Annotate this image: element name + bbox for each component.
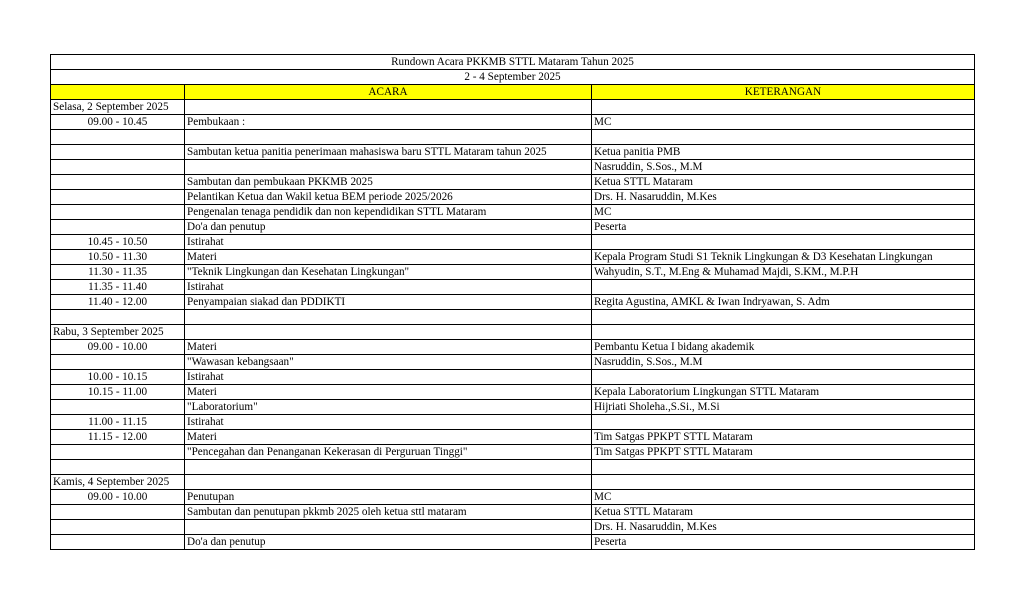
acara-cell xyxy=(185,100,592,115)
table-row xyxy=(51,130,975,145)
table-row xyxy=(51,175,975,190)
table-row xyxy=(51,160,975,175)
time-cell xyxy=(51,460,185,475)
time-cell: 10.50 - 11.30 xyxy=(51,250,185,265)
table-row xyxy=(51,475,975,490)
keterangan-cell: Peserta xyxy=(592,535,975,550)
acara-cell: Istirahat xyxy=(185,370,592,385)
table-row xyxy=(51,235,975,250)
acara-cell: Materi xyxy=(185,250,592,265)
time-cell xyxy=(51,355,185,370)
keterangan-cell xyxy=(592,475,975,490)
table-row xyxy=(51,205,975,220)
time-cell xyxy=(51,220,185,235)
time-cell xyxy=(51,175,185,190)
table-row xyxy=(51,385,975,400)
table-row xyxy=(51,340,975,355)
table-row xyxy=(51,280,975,295)
time-cell xyxy=(51,190,185,205)
acara-cell xyxy=(185,310,592,325)
table-row xyxy=(51,190,975,205)
keterangan-cell xyxy=(592,100,975,115)
table-row xyxy=(51,400,975,415)
acara-cell: Istirahat xyxy=(185,280,592,295)
keterangan-cell: Drs. H. Nasaruddin, M.Kes xyxy=(592,520,975,535)
table-row xyxy=(51,295,975,310)
acara-cell: "Wawasan kebangsaan" xyxy=(185,355,592,370)
keterangan-cell: Hijriati Sholeha.,S.Si., M.Si xyxy=(592,400,975,415)
keterangan-cell: Tim Satgas PPKPT STTL Mataram xyxy=(592,430,975,445)
keterangan-cell xyxy=(592,130,975,145)
keterangan-cell: Drs. H. Nasaruddin, M.Kes xyxy=(592,190,975,205)
table-row xyxy=(51,445,975,460)
acara-cell: Materi xyxy=(185,385,592,400)
table-row xyxy=(51,535,975,550)
keterangan-cell xyxy=(592,325,975,340)
keterangan-cell: Peserta xyxy=(592,220,975,235)
acara-cell xyxy=(185,460,592,475)
keterangan-cell: Pembantu Ketua I bidang akademik xyxy=(592,340,975,355)
acara-cell: Materi xyxy=(185,340,592,355)
keterangan-cell: Tim Satgas PPKPT STTL Mataram xyxy=(592,445,975,460)
table-row xyxy=(51,520,975,535)
keterangan-cell xyxy=(592,370,975,385)
keterangan-cell: MC xyxy=(592,490,975,505)
table-row xyxy=(51,490,975,505)
acara-cell: "Pencegahan dan Penanganan Kekerasan di Perguruan Tinggi" xyxy=(185,445,592,460)
day-label: Kamis, 4 September 2025 xyxy=(51,475,185,490)
acara-cell: Pembukaan : xyxy=(185,115,592,130)
time-cell: 09.00 - 10.45 xyxy=(51,115,185,130)
keterangan-cell: Ketua STTL Mataram xyxy=(592,175,975,190)
acara-cell xyxy=(185,325,592,340)
time-cell xyxy=(51,535,185,550)
time-cell: 11.35 - 11.40 xyxy=(51,280,185,295)
keterangan-cell: Ketua STTL Mataram xyxy=(592,505,975,520)
acara-cell: "Laboratorium" xyxy=(185,400,592,415)
acara-cell xyxy=(185,475,592,490)
table-row xyxy=(51,430,975,445)
time-cell xyxy=(51,145,185,160)
day-label: Selasa, 2 September 2025 xyxy=(51,100,185,115)
acara-cell: Sambutan ketua panitia penerimaan mahasiswa baru STTL Mataram tahun 2025 xyxy=(185,145,592,160)
time-cell: 09.00 - 10.00 xyxy=(51,490,185,505)
keterangan-cell: Regita Agustina, AMKL & Iwan Indryawan, S. Adm xyxy=(592,295,975,310)
keterangan-cell xyxy=(592,280,975,295)
keterangan-cell xyxy=(592,310,975,325)
time-cell: 10.15 - 11.00 xyxy=(51,385,185,400)
table-row xyxy=(51,265,975,280)
header-keterangan: KETERANGAN xyxy=(592,85,975,100)
acara-cell: Sambutan dan penutupan pkkmb 2025 oleh ketua sttl mataram xyxy=(185,505,592,520)
table-row xyxy=(51,310,975,325)
time-cell xyxy=(51,130,185,145)
time-cell: 11.00 - 11.15 xyxy=(51,415,185,430)
time-cell xyxy=(51,505,185,520)
document-date-range: 2 - 4 September 2025 xyxy=(51,70,975,85)
header-acara: ACARA xyxy=(185,85,592,100)
time-cell xyxy=(51,400,185,415)
table-row xyxy=(51,355,975,370)
acara-cell: Pelantikan Ketua dan Wakil ketua BEM periode 2025/2026 xyxy=(185,190,592,205)
table-row xyxy=(51,370,975,385)
time-cell: 10.00 - 10.15 xyxy=(51,370,185,385)
keterangan-cell xyxy=(592,460,975,475)
keterangan-cell: MC xyxy=(592,115,975,130)
table-row xyxy=(51,220,975,235)
time-cell: 09.00 - 10.00 xyxy=(51,340,185,355)
keterangan-cell xyxy=(592,235,975,250)
keterangan-cell: Nasruddin, S.Sos., M.M xyxy=(592,160,975,175)
rundown-table xyxy=(50,54,975,550)
table-row xyxy=(51,115,975,130)
acara-cell: Istirahat xyxy=(185,415,592,430)
table-row xyxy=(51,325,975,340)
table-row xyxy=(51,100,975,115)
acara-cell: Istirahat xyxy=(185,235,592,250)
subtitle-row xyxy=(51,70,975,85)
keterangan-cell: Wahyudin, S.T., M.Eng & Muhamad Majdi, S.KM., M.P.H xyxy=(592,265,975,280)
acara-cell: "Teknik Lingkungan dan Kesehatan Lingkungan" xyxy=(185,265,592,280)
acara-cell: Do'a dan penutup xyxy=(185,535,592,550)
keterangan-cell: Nasruddin, S.Sos., M.M xyxy=(592,355,975,370)
acara-cell xyxy=(185,160,592,175)
title-row xyxy=(51,55,975,70)
time-cell xyxy=(51,310,185,325)
time-cell xyxy=(51,445,185,460)
acara-cell xyxy=(185,520,592,535)
time-cell xyxy=(51,520,185,535)
acara-cell: Pengenalan tenaga pendidik dan non kependidikan STTL Mataram xyxy=(185,205,592,220)
keterangan-cell xyxy=(592,415,975,430)
acara-cell: Sambutan dan pembukaan PKKMB 2025 xyxy=(185,175,592,190)
time-cell xyxy=(51,205,185,220)
keterangan-cell: Ketua panitia PMB xyxy=(592,145,975,160)
acara-cell: Materi xyxy=(185,430,592,445)
keterangan-cell: MC xyxy=(592,205,975,220)
day-label: Rabu, 3 September 2025 xyxy=(51,325,185,340)
header-empty-cell xyxy=(51,85,185,100)
table-row xyxy=(51,460,975,475)
keterangan-cell: Kepala Program Studi S1 Teknik Lingkungan & D3 Kesehatan Lingkungan xyxy=(592,250,975,265)
header-row xyxy=(51,85,975,100)
table-row xyxy=(51,415,975,430)
time-cell: 10.45 - 10.50 xyxy=(51,235,185,250)
time-cell: 11.40 - 12.00 xyxy=(51,295,185,310)
table-row xyxy=(51,250,975,265)
acara-cell: Do'a dan penutup xyxy=(185,220,592,235)
acara-cell: Penutupan xyxy=(185,490,592,505)
time-cell: 11.15 - 12.00 xyxy=(51,430,185,445)
table-row xyxy=(51,145,975,160)
document-title: Rundown Acara PKKMB STTL Mataram Tahun 2025 xyxy=(51,55,975,70)
acara-cell xyxy=(185,130,592,145)
keterangan-cell: Kepala Laboratorium Lingkungan STTL Mataram xyxy=(592,385,975,400)
time-cell: 11.30 - 11.35 xyxy=(51,265,185,280)
acara-cell: Penyampaian siakad dan PDDIKTI xyxy=(185,295,592,310)
table-row xyxy=(51,505,975,520)
time-cell xyxy=(51,160,185,175)
